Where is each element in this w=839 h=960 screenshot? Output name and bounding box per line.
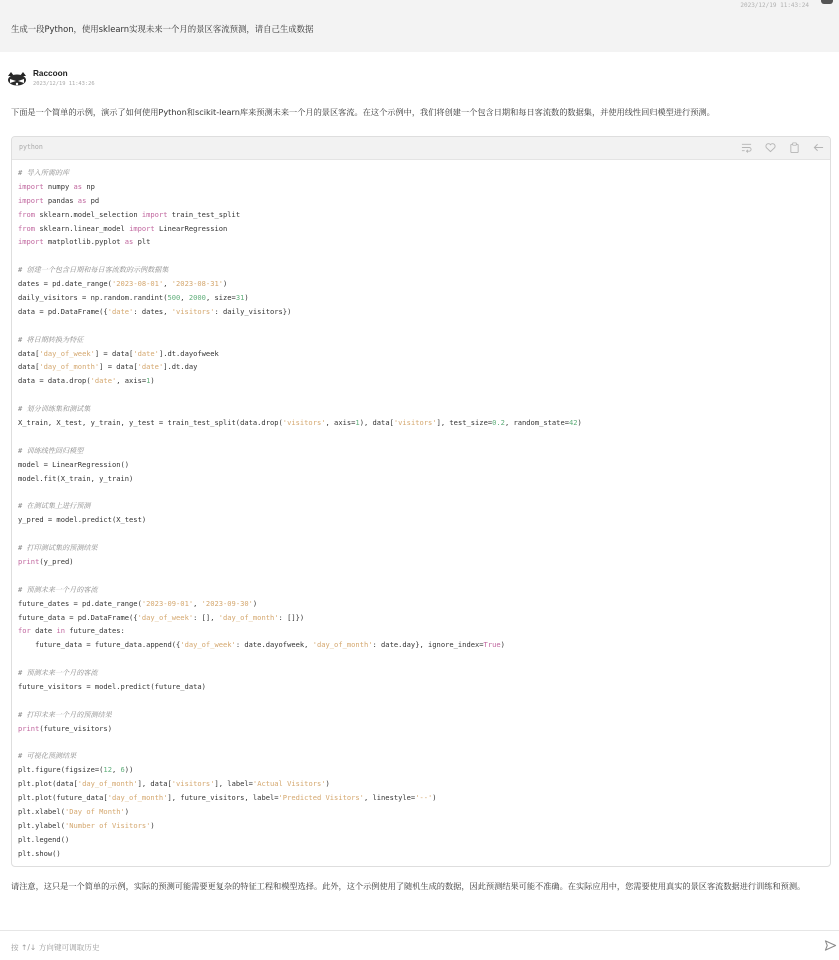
code-line — [18, 708, 824, 722]
code-string: 'visitors' — [171, 779, 215, 789]
bot-timestamp: 2023/12/19 11:43:26 — [33, 81, 95, 87]
code-line — [18, 374, 824, 388]
code-text: : daily_visitors}) — [214, 306, 292, 316]
code-line — [18, 347, 824, 361]
code-keyword: as — [124, 237, 134, 247]
code-text: , — [111, 765, 121, 775]
code-text: data[ — [18, 362, 40, 372]
code-comment: # 导入所需的库 — [18, 168, 70, 177]
bot-outro-text: 请注意，这只是一个简单的示例，实际的预测可能需要更复杂的特征工程和模型选择。此外，这个示例使用了随机生成的数据，因此预测结果可能不准确。在实际应用中，您需要使用真实的景区客流数据进行训练和预测。 — [11, 881, 806, 891]
bot-name: Raccoon — [33, 69, 68, 78]
code-string: '2023-08-01' — [111, 279, 164, 289]
code-line — [18, 333, 824, 347]
code-text: np — [82, 181, 95, 191]
code-comment: # 将日期转换为特征 — [18, 334, 84, 344]
code-number: 12 — [103, 765, 112, 775]
code-line — [18, 402, 824, 416]
code-text: ) — [244, 293, 249, 303]
code-text: date — [30, 626, 57, 636]
code-text: future_dates = pd.date_range( — [18, 598, 142, 608]
code-text: numpy — [43, 181, 74, 191]
code-text: plt.plot(data[ — [18, 779, 78, 789]
code-text: train_test_split — [167, 209, 241, 219]
code-line — [18, 694, 824, 708]
code-text: ), data[ — [359, 418, 394, 428]
code-line — [18, 277, 824, 291]
heart-icon[interactable] — [765, 142, 776, 153]
code-string: 'Number of Visitors' — [64, 820, 151, 830]
send-icon[interactable] — [824, 939, 837, 952]
code-string: '2023-08-31' — [171, 279, 224, 289]
code-line — [18, 833, 824, 847]
code-string: 'day_of_month' — [77, 779, 138, 789]
code-line — [18, 194, 824, 208]
user-message-timestamp: 2023/12/19 11:43:24 — [740, 2, 809, 9]
code-line — [18, 527, 824, 541]
code-line — [18, 166, 824, 180]
code-string: 'day_of_week' — [137, 612, 194, 622]
code-text: ], test_size= — [436, 418, 493, 428]
code-line — [18, 749, 824, 763]
code-text: ) — [252, 598, 258, 608]
code-text: daily_visitors = np.random.randint( — [18, 293, 168, 303]
code-keyword: True — [483, 640, 501, 650]
code-comment: # 预测未来一个月的客流 — [18, 668, 98, 678]
code-comment: # 在测试集上进行预测 — [18, 501, 91, 511]
code-text: dates = pd.date_range( — [18, 279, 112, 289]
code-string: 'visitors' — [282, 418, 326, 428]
code-toolbar — [733, 142, 824, 154]
code-line — [18, 763, 824, 777]
code-string: 'date' — [107, 306, 134, 316]
code-text: pd — [86, 195, 100, 205]
code-line — [18, 666, 824, 680]
code-text: ) — [325, 779, 330, 789]
code-text: sklearn.linear_model — [35, 223, 130, 233]
code-text: plt.legend() — [18, 834, 70, 844]
code-string: 'day_of_month' — [218, 612, 279, 622]
code-string: 'day_of_month' — [39, 362, 100, 372]
code-text: ] = data[ — [94, 348, 134, 358]
code-text: ) — [223, 279, 228, 289]
code-string: 'date' — [137, 362, 164, 372]
code-line — [18, 208, 824, 222]
code-comment: # 可视化预测结果 — [18, 751, 77, 761]
code-text: : date.day}, ignore_index= — [372, 640, 484, 650]
code-number: 42 — [569, 418, 578, 428]
code-keyword: in — [56, 626, 65, 636]
code-text: plt.show() — [18, 848, 61, 858]
code-line — [18, 458, 824, 472]
code-content[interactable] — [18, 166, 824, 861]
code-line — [18, 611, 824, 625]
code-text: , size= — [205, 293, 236, 303]
code-text: y_pred = model.predict(X_test) — [18, 515, 147, 525]
code-line — [18, 180, 824, 194]
code-line — [18, 541, 824, 555]
code-line — [18, 583, 824, 597]
code-text: , — [180, 293, 189, 303]
bot-intro-text: 下面是一个简单的示例，演示了如何使用Python和scikit-learn库来预测未来一个月的景区客流。在这个示例中，我们将创建一个包含日期和每日客流数的数据集，并使用线性回归模型进行预测。 — [11, 107, 715, 117]
code-text: X_train, X_test, y_train, y_test = train_test_split(data.drop( — [18, 418, 283, 428]
code-line — [18, 291, 824, 305]
code-line — [18, 444, 824, 458]
code-text: , random_state= — [504, 418, 569, 428]
code-string: 'visitors' — [171, 306, 215, 316]
code-line — [18, 805, 824, 819]
code-string: '2023-09-30' — [201, 598, 253, 608]
code-number: 6 — [120, 765, 125, 775]
code-text: ].dt.day — [163, 362, 198, 372]
code-comment: # 划分训练集和测试集 — [18, 404, 91, 414]
code-line — [18, 777, 824, 791]
code-string: 'Actual Visitors' — [252, 779, 326, 789]
code-number: 31 — [235, 293, 245, 303]
code-line — [18, 847, 824, 861]
user-message-text: 生成一段Python，使用sklearn实现未来一个月的景区客流预测，请自己生成数据 — [11, 24, 314, 34]
code-text: plt — [133, 237, 151, 247]
code-keyword: from — [18, 209, 36, 219]
code-string: 'day_of_week' — [39, 348, 95, 358]
code-string: 'date' — [90, 376, 117, 386]
code-string: '--' — [415, 793, 433, 803]
copy-icon[interactable] — [789, 142, 800, 153]
code-text: : []}) — [278, 612, 305, 622]
code-text: plt.ylabel( — [18, 820, 65, 830]
code-line — [18, 249, 824, 263]
code-keyword: import — [18, 181, 44, 191]
chat-input[interactable] — [11, 939, 811, 955]
code-string: 'Predicted Visitors' — [278, 793, 364, 803]
code-line — [18, 235, 824, 249]
code-comment: # 创建一个包含日期和每日客流数的示例数据集 — [18, 265, 169, 275]
code-line — [18, 513, 824, 527]
code-comment: # 训练线性回归模型 — [18, 445, 84, 455]
code-text: ], future_visitors, label= — [167, 793, 279, 803]
code-keyword: print — [18, 556, 40, 566]
code-text: , axis= — [325, 418, 356, 428]
code-text: ) — [432, 793, 437, 803]
code-line — [18, 819, 824, 833]
code-block — [11, 136, 831, 867]
code-text: , linestyle= — [363, 793, 416, 803]
code-text: ) — [150, 820, 155, 830]
code-keyword: from — [18, 223, 36, 233]
code-text: (y_pred) — [39, 556, 74, 566]
code-text: ].dt.dayofweek — [158, 348, 219, 358]
code-line — [18, 416, 824, 430]
raccoon-icon — [7, 71, 27, 85]
code-keyword: import — [129, 223, 155, 233]
code-text: LinearRegression — [154, 223, 228, 233]
code-text: future_data = pd.DataFrame({ — [18, 612, 138, 622]
code-comment: # 打印测试集的预测结果 — [18, 543, 98, 553]
code-text: , axis= — [116, 376, 147, 386]
code-line — [18, 722, 824, 736]
code-line — [18, 736, 824, 750]
code-line — [18, 360, 824, 374]
code-line — [18, 569, 824, 583]
code-line — [18, 305, 824, 319]
user-avatar[interactable] — [821, 0, 833, 4]
code-text: data = pd.DataFrame({ — [18, 306, 108, 316]
code-keyword: print — [18, 723, 40, 733]
code-text: (future_visitors) — [39, 723, 112, 733]
code-keyword: import — [18, 237, 44, 247]
code-text: matplotlib.pyplot — [43, 237, 125, 247]
code-text: , — [193, 598, 202, 608]
wrap-lines-icon[interactable] — [741, 142, 752, 153]
code-string: '2023-09-01' — [141, 598, 194, 608]
code-keyword: import — [141, 209, 168, 219]
code-number: 2000 — [188, 293, 206, 303]
code-line — [18, 624, 824, 638]
code-text: plt.xlabel( — [18, 806, 65, 816]
code-line — [18, 263, 824, 277]
code-text: ], data[ — [137, 779, 172, 789]
code-line — [18, 638, 824, 652]
code-text: )) — [124, 765, 134, 775]
input-divider — [0, 930, 839, 931]
code-line — [18, 555, 824, 569]
code-text: ) — [577, 418, 582, 428]
code-text: data[ — [18, 348, 40, 358]
code-line — [18, 472, 824, 486]
code-text: sklearn.model_selection — [35, 209, 142, 219]
code-text: model.fit(X_train, y_train) — [18, 473, 134, 483]
code-text: future_data = future_data.append({ — [18, 640, 181, 650]
code-text: , — [163, 279, 172, 289]
bot-header — [7, 68, 307, 90]
code-line — [18, 652, 824, 666]
code-text: ) — [500, 640, 505, 650]
code-line — [18, 319, 824, 333]
code-text: pandas — [43, 195, 78, 205]
code-number: 1 — [355, 418, 360, 428]
code-keyword: as — [73, 181, 83, 191]
code-text: future_visitors = model.predict(future_data) — [18, 681, 206, 691]
code-text: plt.figure(figsize=( — [18, 765, 104, 775]
code-keyword: for — [18, 626, 31, 636]
code-string: 'date' — [133, 348, 159, 358]
code-text: ) — [124, 806, 130, 816]
code-line — [18, 222, 824, 236]
code-text: model = LinearRegression() — [18, 459, 130, 469]
code-string: 'day_of_month' — [107, 793, 168, 803]
code-keyword: import — [18, 195, 44, 205]
code-number: 500 — [167, 293, 181, 303]
code-language-label: python — [19, 143, 43, 151]
code-string: 'visitors' — [393, 418, 437, 428]
code-block-header — [12, 137, 830, 160]
code-text: ) — [150, 376, 155, 386]
code-line — [18, 430, 824, 444]
code-text: future_dates: — [64, 626, 125, 636]
code-text: : [], — [193, 612, 219, 622]
code-comment: # 打印未来一个月的预测结果 — [18, 709, 112, 719]
code-text: ], label= — [214, 779, 253, 789]
code-line — [18, 485, 824, 499]
code-keyword: as — [77, 195, 87, 205]
code-text: : dates, — [133, 306, 172, 316]
code-text: ] = data[ — [99, 362, 138, 372]
user-message-block — [0, 0, 839, 52]
code-text: plt.plot(future_data[ — [18, 793, 108, 803]
code-line — [18, 597, 824, 611]
code-comment: # 预测未来一个月的客流 — [18, 584, 98, 594]
insert-icon[interactable] — [813, 142, 824, 153]
code-string: 'day_of_month' — [312, 640, 373, 650]
code-number: 0.2 — [492, 418, 505, 428]
code-line — [18, 680, 824, 694]
code-text: : date.dayofweek, — [235, 640, 313, 650]
code-line — [18, 791, 824, 805]
code-line — [18, 499, 824, 513]
code-string: 'day_of_week' — [180, 640, 236, 650]
code-number: 1 — [146, 376, 151, 386]
code-string: 'Day of Month' — [64, 806, 125, 816]
code-text: data = data.drop( — [18, 376, 91, 386]
code-line — [18, 388, 824, 402]
